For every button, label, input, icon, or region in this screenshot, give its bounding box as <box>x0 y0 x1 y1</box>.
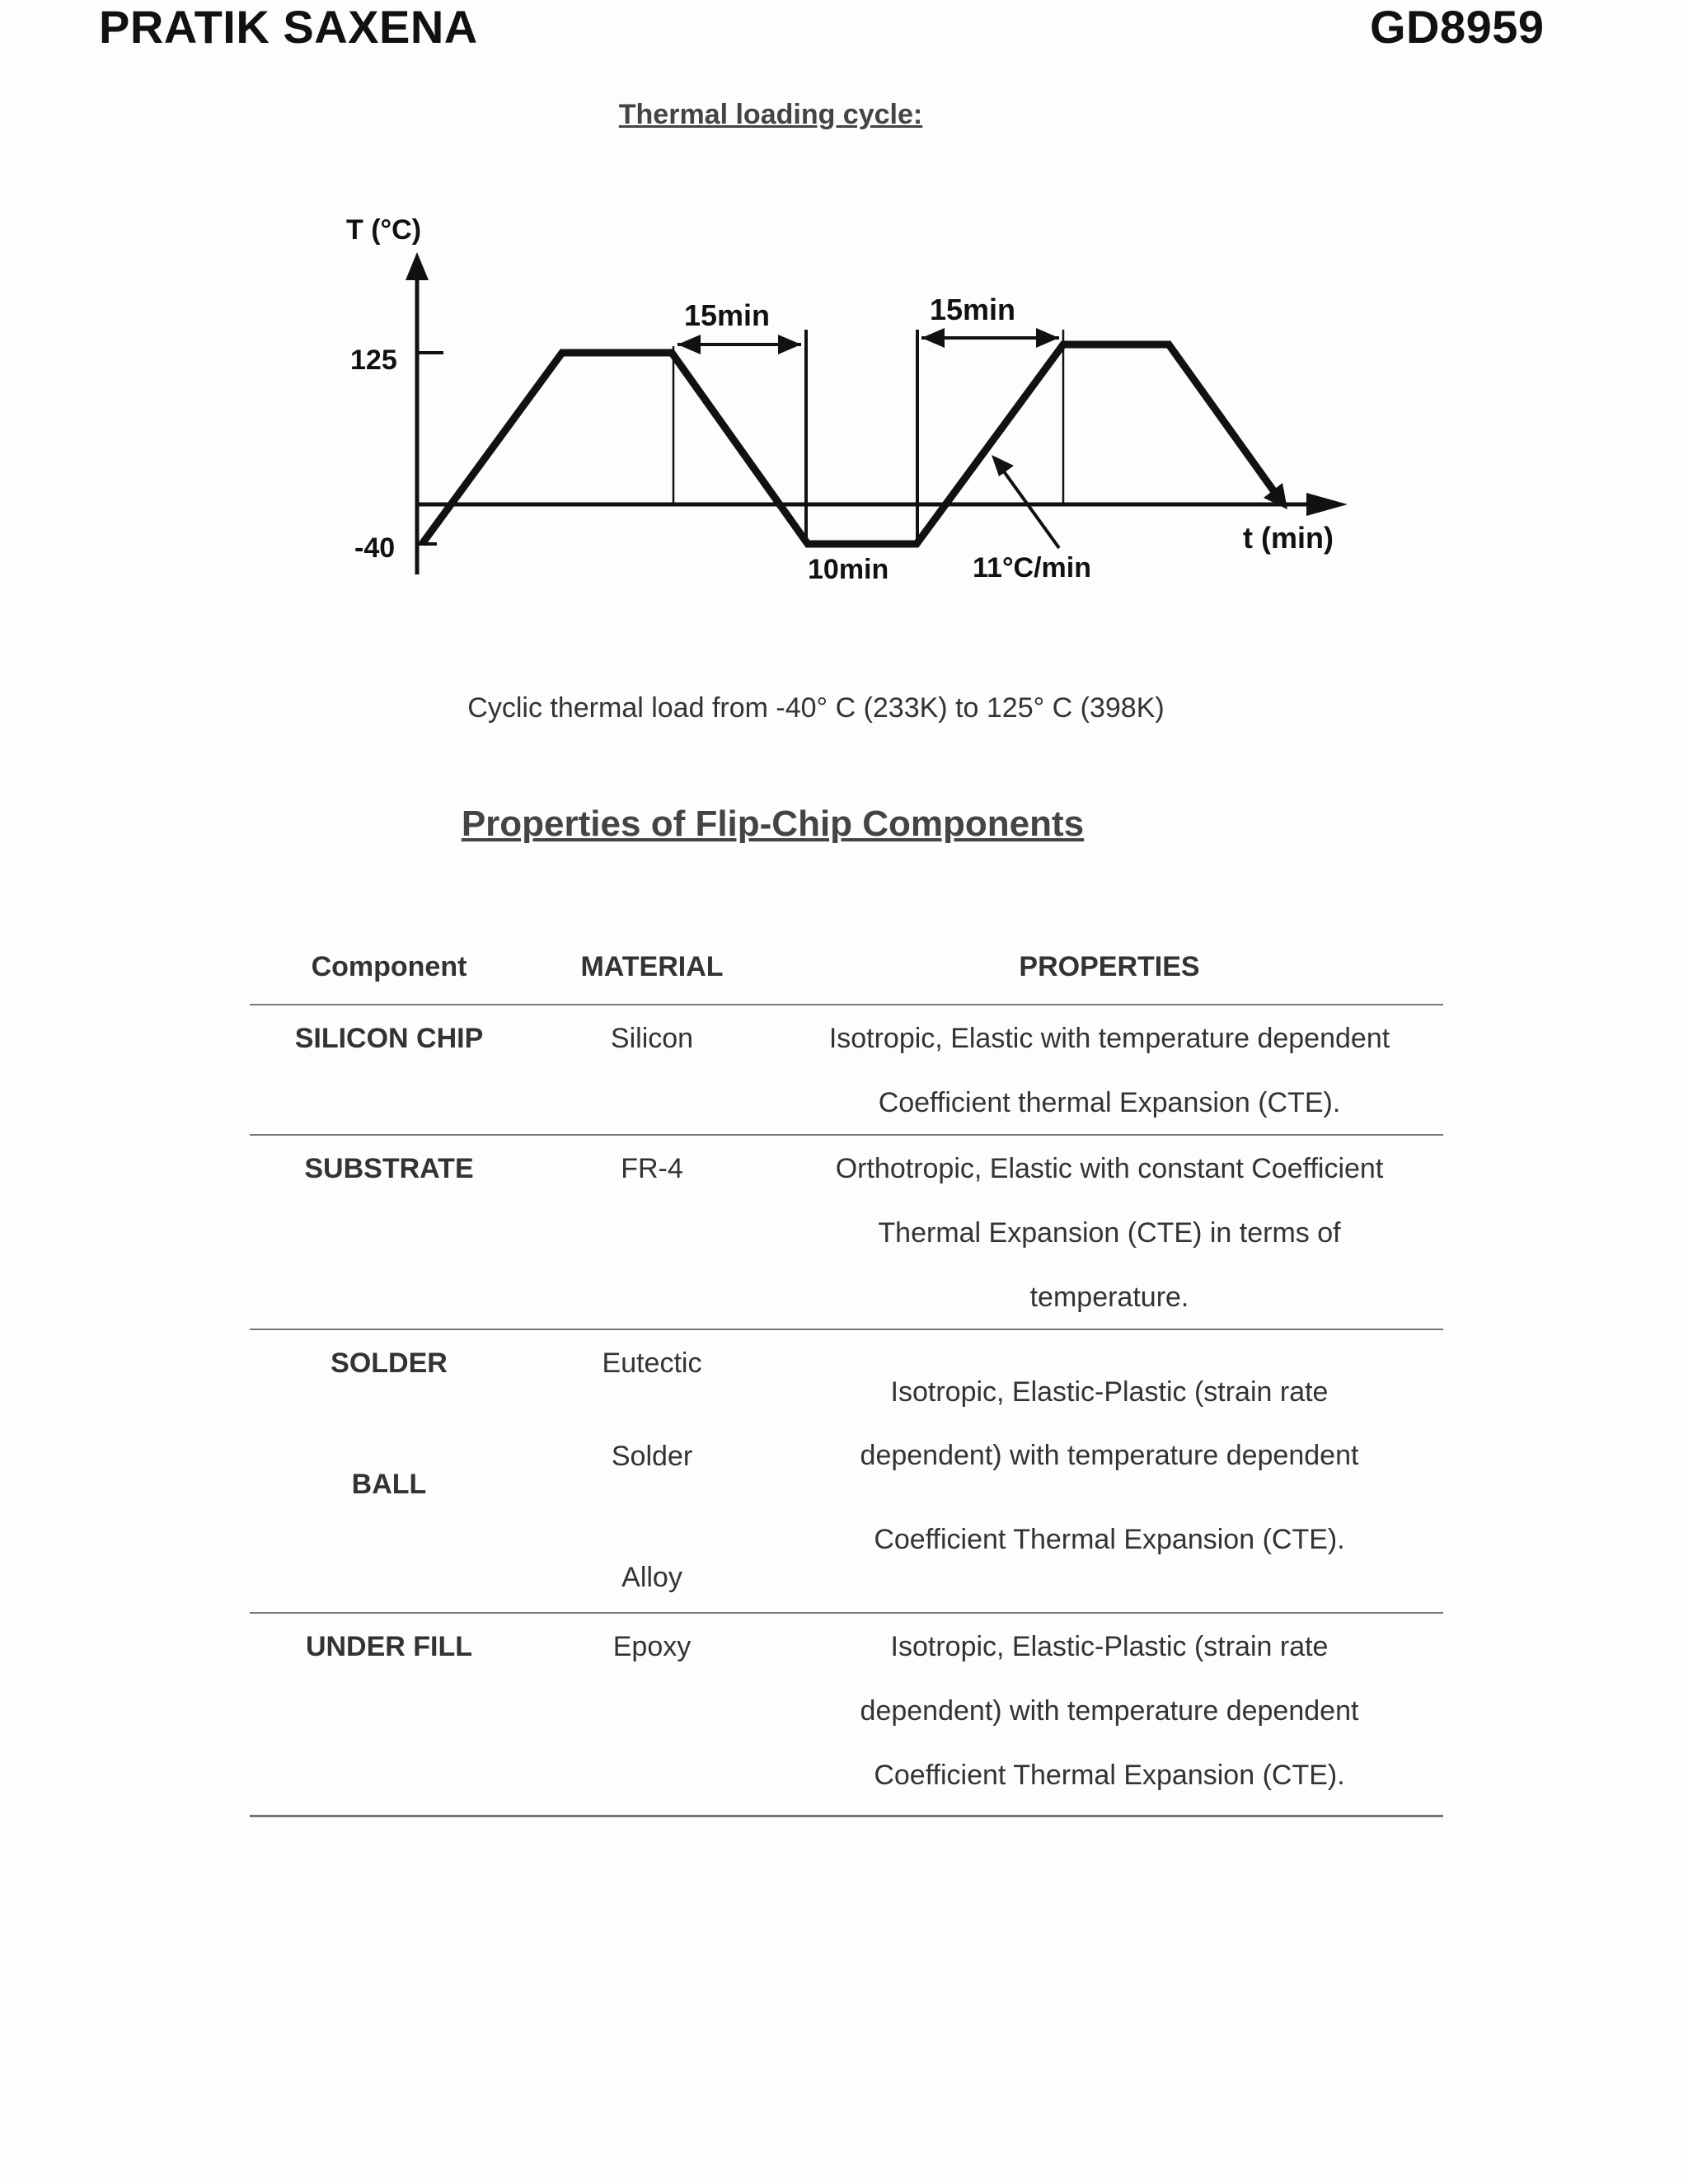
table-header-row <box>250 930 1443 1005</box>
figure-title: Thermal loading cycle: <box>618 99 923 130</box>
thermal-cycle-diagram <box>326 198 1376 610</box>
table-row <box>250 1005 1443 1135</box>
figure-caption: Cyclic thermal load from -40° C (233K) to 125° C (398K) <box>467 692 1165 724</box>
cell-material: FR-4 <box>621 1153 683 1184</box>
y-tick-125: 125 <box>350 344 397 376</box>
section-title: Properties of Flip-Chip Components <box>461 804 1085 844</box>
student-id: GD8959 <box>1370 1 1545 53</box>
author-name: PRATIK SAXENA <box>99 1 478 53</box>
header-properties: PROPERTIES <box>1019 950 1200 982</box>
cell-component: SUBSTRATE <box>304 1153 474 1184</box>
temperature-profile <box>422 344 1279 544</box>
y-tick-minus40: -40 <box>354 532 396 564</box>
properties-table <box>250 930 1443 1817</box>
header-material: MATERIAL <box>580 950 724 982</box>
table-row <box>250 1329 1443 1613</box>
label-ramp-rate: 11°C/min <box>973 552 1091 583</box>
cell-properties: Isotropic, Elastic with temperature dependent Coefficient thermal Expansion (CTE). <box>828 1023 1390 1118</box>
cell-component: SOLDER BALL <box>331 1347 448 1500</box>
cell-component: SILICON CHIP <box>294 1023 484 1054</box>
y-axis-label: T (°C) <box>346 214 422 246</box>
x-axis-arrowhead <box>1306 493 1348 516</box>
label-15min-b: 15min <box>930 293 1016 326</box>
ramp-rate-pointer <box>1001 468 1059 548</box>
table-row <box>250 1613 1443 1816</box>
cell-material: Epoxy <box>612 1631 692 1662</box>
label-15min-a: 15min <box>684 298 771 332</box>
cell-properties: Orthotropic, Elastic with constant Coefficient Thermal Expansion (CTE) in terms of temperature. <box>835 1153 1384 1313</box>
cell-material: Silicon <box>610 1023 694 1054</box>
label-10min: 10min <box>808 554 889 585</box>
cell-properties: Isotropic, Elastic-Plastic (strain rate dependent) with temperature dependent Coefficient Thermal Expansion (CTE). <box>860 1376 1359 1555</box>
cell-properties: Isotropic, Elastic-Plastic (strain rate dependent) with temperature dependent Coefficient Thermal Expansion (CTE). <box>860 1631 1359 1791</box>
cell-component: UNDER FILL <box>305 1631 473 1662</box>
x-axis-label: t (min) <box>1243 521 1334 555</box>
y-axis-arrowhead <box>406 252 429 280</box>
header-component: Component <box>311 950 467 982</box>
table-row <box>250 1135 1443 1329</box>
cell-material: Eutectic Solder Alloy <box>602 1347 702 1593</box>
